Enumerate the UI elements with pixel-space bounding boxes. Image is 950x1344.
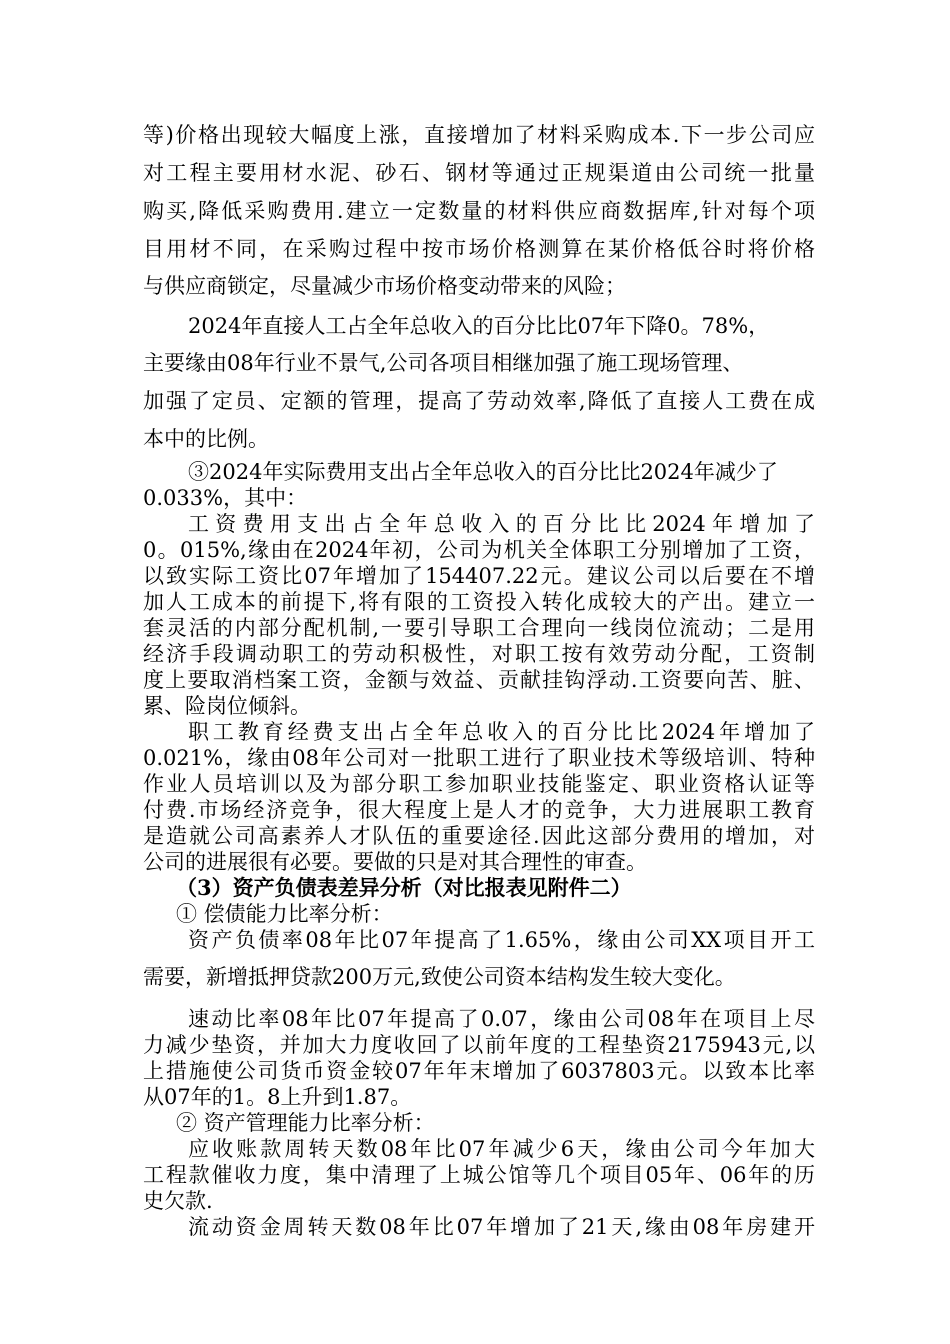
text-line: 从07年的1。8上升到1.87。 [143,1085,412,1109]
text-line: 套灵活的内部分配机制,一要引导职工合理向一线岗位流动；二是用 [143,616,815,640]
text-line: 购买,降低采购费用.建立一定数量的材料供应商数据库,针对每个项 [143,199,815,223]
text-line: 应收账款周转天数08年比07年减少6天，缘由公司今年加大 [188,1137,815,1161]
text-line: 与供应商锁定，尽量减少市场价格变动带来的风险； [143,274,626,298]
text-line: 经济手段调动职工的劳动积极性，对职工按有效劳动分配，工资制 [143,642,815,666]
text-line: 本中的比例。 [143,427,269,451]
text-line: 工程款催收力度，集中清理了上城公馆等几个项目05年、06年的历 [143,1163,815,1187]
subsection-heading: ① 偿债能力比率分析： [176,902,393,926]
text-line: 等)价格出现较大幅度上涨，直接增加了材料采购成本.下一步公司应 [143,123,815,147]
text-line: 上措施使公司货币资金较07年年末增加了6037803元。以致本比率 [143,1059,815,1083]
text-line: 主要缘由08年行业不景气,公司各项目相继加强了施工现场管理、 [143,351,744,375]
text-line: 2024年直接人工占全年总收入的百分比比07年下降0。78%， [188,314,770,338]
text-line: ③2024年实际费用支出占全年总收入的百分比比2024年减少了 [188,460,778,484]
text-line: 史欠款. [143,1189,213,1213]
text-line: 资产负债率08年比07年提高了1.65%，缘由公司XX项目开工 [188,928,815,952]
text-line: 0.021%，缘由08年公司对一批职工进行了职业技术等级培训、特种 [143,746,815,770]
text-line: 对工程主要用材水泥、砂石、钢材等通过正规渠道由公司统一批量 [143,161,815,185]
text-line: 度上要取消档案工资，金额与效益、贡献挂钩浮动.工资要向苦、脏、 [143,668,815,692]
text-line: 力减少垫资，并加大力度收回了以前年度的工程垫资2175943元,以 [143,1033,815,1057]
text-line: 公司的进展很有必要。要做的只是对其合理性的审查。 [143,850,647,874]
text-line: 速动比率08年比07年提高了0.07，缘由公司08年在项目上尽 [188,1007,815,1031]
text-line: 目用材不同，在采购过程中按市场价格测算在某价格低谷时将价格 [143,237,815,261]
section-heading: （3）资产负债表差异分析（对比报表见附件二） [176,875,632,900]
text-line: 0.033%，其中： [143,486,308,510]
text-line: 是造就公司高素养人才队伍的重要途径.因此这部分费用的增加，对 [143,824,815,848]
text-line: 工资费用支出占全年总收入的百分比比2024年增加了 [188,512,815,536]
text-line: 作业人员培训以及为部分职工参加职业技能鉴定、职业资格认证等 [143,772,815,796]
text-line: 累、险岗位倾斜。 [143,694,311,718]
text-line: 加强了定员、定额的管理，提高了劳动效率,降低了直接人工费在成 [143,389,815,413]
text-line: 职工教育经费支出占全年总收入的百分比比2024年增加了 [188,720,815,744]
text-line: 以致实际工资比07年增加了154407.22元。建议公司以后要在不增 [143,564,815,588]
text-line: 0。015%,缘由在2024年初，公司为机关全体职工分别增加了工资， [143,538,815,562]
subsection-heading: ② 资产管理能力比率分析： [176,1111,435,1135]
text-line: 需要，新增抵押贷款200万元,致使公司资本结构发生较大变化。 [143,965,736,989]
text-line: 加人工成本的前提下,将有限的工资投入转化成较大的产出。建立一 [143,590,815,614]
text-line: 流动资金周转天数08年比07年增加了21天,缘由08年房建开 [188,1215,815,1239]
text-line: 付费.市场经济竞争，很大程度上是人才的竞争，大力进展职工教育 [143,798,815,822]
